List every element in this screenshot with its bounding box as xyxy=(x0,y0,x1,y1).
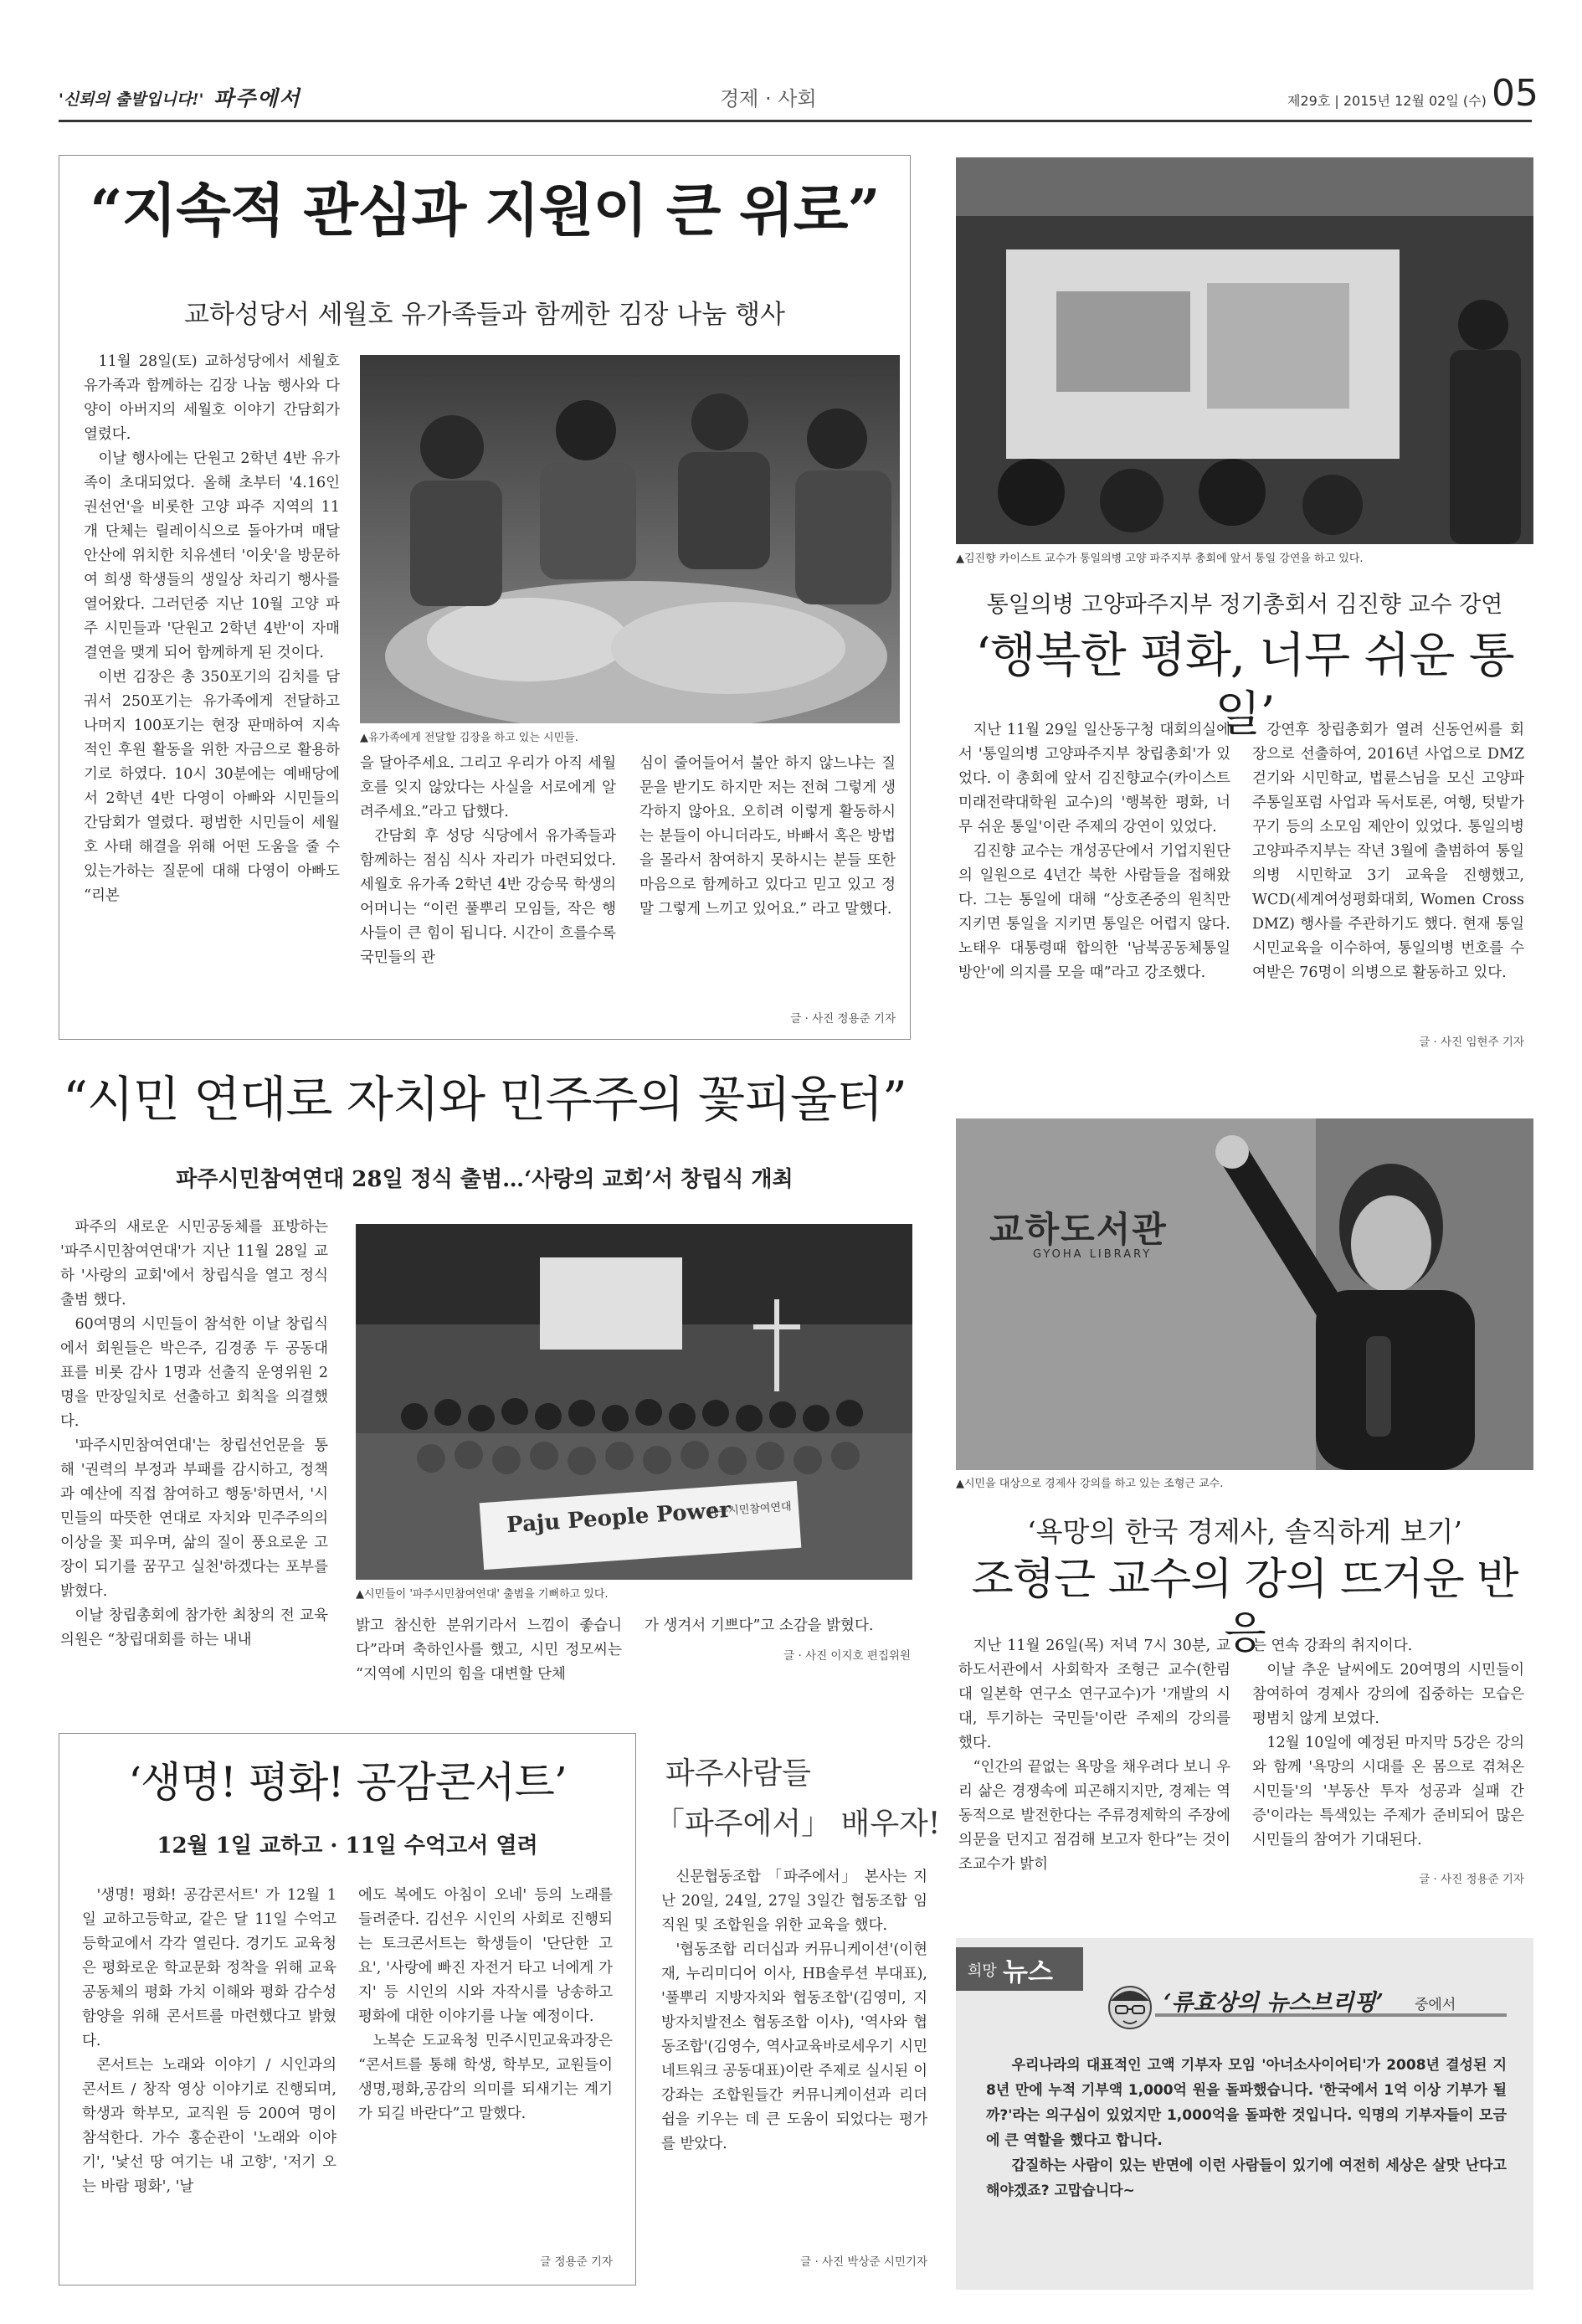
paragraph: 을 달아주세요. 그리고 우리가 아직 세월호를 잊지 않았다는 사실을 서로에게 알려주세요.”라고 답했다. xyxy=(360,755,616,820)
paragraph: 이번 김장은 총 350포기의 김치를 담궈서 250포기는 유가족에게 전달하고 나머지 100포기는 현장 판매하여 지속적인 후원 활동을 위한 자금으로 활용하기로 하였다. 10시 30분에는 예배당에서 2학년 4반 다영이 아빠와 시민들의 간담회가 열렸다. 평범한 시민들이 세월호 사태 해결을 위해 어떤 도움을 줄 수 있는가하는 질문에 대해 다영이 아빠도 “리본 xyxy=(84,669,340,904)
article-kimjang-col3 xyxy=(639,752,896,922)
economics-photo-illustration xyxy=(956,1118,1533,1470)
issue-info: 제29호 | 2015년 12월 02일 (수) xyxy=(1287,93,1487,109)
photo-civic-launch xyxy=(356,1224,912,1580)
paragraph: 이날 행사에는 단원고 2학년 4반 유가족이 초대되었다. 올해 초부터 '4.16인권선언'을 비롯한 고양 파주 지역의 11개 단체는 릴레이식으로 돌아가며 매달 안산에 위치한 치유센터 '이웃'을 방문하여 희생 학생들의 생일상 차리기 행사를 열어왔다. 그러던중 지난 10월 고양 파주 시민들과 '단원고 2학년 4반'이 자매결연을 맺게 되어 함께하게 된 것이다. xyxy=(84,450,340,661)
article-economics-col1 xyxy=(958,1634,1230,1877)
paragraph: 간담회 후 성당 식당에서 유가족들과 함께하는 점심 식사 자리가 마련되었다. 세월호 유가족 2학년 4반 강승묵 학생의 어머니는 “이런 풀뿌리 모임들, 작은 행사들이 큰 힘이 됩니다. 시간이 흐를수록 국민들의 관 xyxy=(360,828,616,966)
briefing-suffix: 중에서 xyxy=(1415,1997,1456,2013)
caricature-icon xyxy=(1101,1977,1159,2036)
article-concert-col1 xyxy=(82,1884,336,2199)
briefing-title: ‘류효상의 뉴스브리핑’ xyxy=(1163,1990,1384,2016)
paragraph: '파주시민참여연대'는 창립선언문을 통해 '권력의 부정과 부패를 감시하고, 정책과 예산에 직접 참여하고 행동'하면서, '시민들의 따뜻한 연대로 자치와 민주주의의 이상을 꽃 피우며, 삶의 질이 풍요로운 고장이 되기를 꿈꾸고 실천'하겠다는 포부를 밝혔다. xyxy=(60,1437,328,1600)
library-wall-sign-en: GYOHA LIBRARY xyxy=(1033,1248,1153,1261)
paragraph: 11월 28일(토) 교하성당에서 세월호 유가족과 함께하는 김장 나눔 행사와 다양이 아버지의 세월호 이야기 간담회가 열렸다. xyxy=(84,353,340,443)
article-kimjang-col1 xyxy=(84,350,340,908)
paragraph: 파주의 새로운 시민공동체를 표방하는 '파주시민참여연대'가 지난 11월 28일 교하 '사랑의 교회'에서 창립식을 열고 정식출범 했다. xyxy=(60,1219,328,1309)
article-coop-body xyxy=(661,1865,927,2157)
civic-banner-text: Paju People Power xyxy=(506,1497,732,1539)
photo-kimjang-caption: ▲유가족에게 전달할 김장을 하고 있는 시민들. xyxy=(360,732,578,744)
paragraph: 60여명의 시민들이 참석한 이날 창립식에서 회원들은 박은주, 김경종 두 공동대표를 비롯 감사 1명과 선출직 운영위원 2명을 만장일치로 선출하고 회칙을 의결했다. xyxy=(60,1316,328,1430)
masthead xyxy=(59,72,1538,116)
paragraph: 강연후 창립총회가 열려 신동언씨를 회장으로 선출하여, 2016년 사업으로 DMZ걷기와 시민학교, 법륜스님을 모신 고양파주통일포럼 사업과 독서토론, 여행, 텃밭가꾸기 등의 소모임 제안이 있었다. 통일의병 고양파주지부는 작년 3월에 출범하여 통일의병 시민학교 3기 교육을 진행했고, WCD(세계여성평화대회, Women Cross DMZ) 행사를 주관하기도 했다. 현재 통일시민교육을 이수하여, 통일의병 번호를 수여받은 76명이 의병으로 활동하고 있다. xyxy=(1252,722,1524,981)
paragraph: 심이 줄어들어서 불안 하지 않느냐는 질문을 받기도 하지만 저는 전혀 그렇게 생각하지 않아요. 오히려 이렇게 활동하시는 분들이 아니더라도, 바빠서 혹은 방법을 몰라서 참여하지 못하시는 분들 또한 마음으로 함께하고 있다고 믿고 있고 정말 그렇게 느끼고 있어요.” 라고 말했다. xyxy=(639,755,896,918)
article-civic-title: “시민 연대로 자치와 민주주의 꽃피울터” xyxy=(63,1071,907,1128)
hope-news-body xyxy=(986,2053,1507,2203)
paragraph: 이날 창립총회에 참가한 최창의 전 교육의원은 “창립대회를 하는 내내 xyxy=(60,1607,328,1648)
article-concert-col2 xyxy=(358,1884,613,2126)
paragraph: '협동조합 리더십과 커뮤니케이션'(이현재, 누리미디어 이사, HB솔루션 부대표), '풀뿌리 지방자치와 협동조합'(김영미, 지방자치발전소 협동조합 이사), '역사와 협동조합'(김영수, 역사교육바로세우기 시민네트워크 공동대표)이란 주제로 실시된 이 강좌는 조합원들간 커뮤니케이션과 리더쉽을 키우는 데 큰 도움이 되었다는 평가를 받았다. xyxy=(661,1941,927,2152)
hope-news-tag xyxy=(956,1947,1083,1991)
paragraph: 콘서트는 노래와 이야기 / 시인과의 콘서트 / 창작 영상 이야기로 진행되며, 학생과 학부모, 교직원 등 200여 명이 참석한다. 가수 홍순관이 '노래와 이야기', '낯선 땅 여기는 내 고향', '저기 오는 바람 평화', '날 xyxy=(82,2057,336,2195)
article-economics-subtitle: ‘욕망의 한국 경제사, 솔직하게 보기’ xyxy=(1027,1515,1462,1548)
article-coop-credit: 글 · 사진 박상준 시민기자 xyxy=(800,2255,927,2269)
paragraph: 는 연속 강좌의 취지이다. xyxy=(1252,1638,1413,1654)
article-civic-col1 xyxy=(60,1216,328,1653)
paragraph: 신문협동조합 「파주에서」 본사는 지난 20일, 24일, 27일 3일간 협동조합 임직원 및 조합원을 위한 교육을 했다. xyxy=(661,1869,927,1934)
paragraph: 밝고 참신한 분위기라서 느낌이 좋습니다”라며 축하인사를 했고, 시민 정모씨는 “지역에 시민의 힘을 대변할 단체 xyxy=(356,1617,622,1683)
paragraph: 지난 11월 26일(목) 저녁 7시 30분, 교하도서관에서 사회학자 조형근 교수(한림대 일본학 연구소 연구교수)가 '개발의 시대, 투기하는 국민들'이란 주제의 강의를 했다. xyxy=(958,1638,1230,1751)
article-concert-subtitle: 12월 1일 교하고 · 11일 수억고서 열려 xyxy=(157,1833,538,1859)
hope-news-tag-small: 희망 xyxy=(968,1962,997,1980)
photo-kimjang xyxy=(360,355,900,723)
kimjang-photo-illustration xyxy=(360,355,900,723)
paragraph: 노복순 도교육청 민주시민교육과장은 “콘서트를 통해 학생, 학부모, 교원들이 생명,평화,공감의 의미를 되새기는 계기가 되길 바란다”고 말했다. xyxy=(358,2033,613,2122)
library-wall-sign: 교하도서관 xyxy=(989,1209,1168,1250)
article-coop-title-line1: 파주사람들 xyxy=(665,1756,811,1791)
photo-unification-caption: ▲김진향 카이스트 교수가 통일의병 고양 파주지부 총회에 앞서 통일 강연을 하고 있다. xyxy=(956,553,1364,565)
article-economics-col2 xyxy=(1252,1634,1524,1853)
paragraph: 12월 10일에 예정된 마지막 5강은 강의와 함께 '욕망의 시대를 온 몸으로 겪쳐온 시민들'의 '부동산 투자 성공과 실패 간증'이라는 특색있는 주제가 준비되어 많은 시민들의 참여가 기대된다. xyxy=(1252,1735,1524,1848)
photo-civic-caption: ▲시민들이 '파주시민참여연대' 출범을 기뻐하고 있다. xyxy=(356,1588,609,1601)
article-economics-credit: 글 · 사진 정용준 기자 xyxy=(1419,1873,1524,1886)
paragraph: “인간의 끝없는 욕망을 채우려다 보니 우리 삶은 경쟁속에 피곤해지지만, 경제는 역동적으로 발전한다는 주류경제학의 주장에 의문을 던지고 점검해 보고자 한다”는 것이 조교수가 밝히 xyxy=(958,1759,1230,1873)
article-concert-title: ‘생명! 평화! 공감콘서트’ xyxy=(128,1758,567,1807)
article-civic-credit: 글 · 사진 이지호 편집위원 xyxy=(783,1649,911,1663)
civic-banner-small: 파주시민참여연대 xyxy=(706,1500,793,1519)
page-number: 05 xyxy=(1492,72,1538,115)
article-civic-subtitle: 파주시민참여연대 28일 정식 출범…‘사랑의 교회’서 창립식 개최 xyxy=(176,1167,794,1192)
article-unification-credit: 글 · 사진 임현주 기자 xyxy=(1419,1036,1524,1049)
hope-news-tag-big: 뉴스 xyxy=(1003,1957,1053,1987)
article-civic-col3 xyxy=(645,1614,911,1638)
article-economics-title: 조형근 교수의 강의 뜨거운 반응 xyxy=(971,1555,1518,1658)
article-kimjang-title: “지속적 관심과 지원이 큰 위로” xyxy=(90,177,880,244)
article-coop-title-line2: 「파주에서」 배우자! xyxy=(655,1807,941,1841)
photo-unification-lecture xyxy=(956,157,1533,544)
article-concert-credit: 글 정용준 기자 xyxy=(540,2255,613,2269)
paragraph: 김진향 교수는 개성공단에서 기업지원단의 일원으로 4년간 북한 사람들을 접해왔다. 그는 통일에 대해 “상호존중의 원칙만 지키면 통일을 지키면 통일은 어렵지 않다. 노태우 대통령때 합의한 '남북공동체통일방안'에 의지를 모을 때”라고 강조했다. xyxy=(958,843,1230,981)
paragraph: 가 생겨서 기쁘다”고 소감을 밝혔다. xyxy=(645,1617,874,1634)
paragraph: 우리나라의 대표적인 고액 기부자 모임 '아너소사이어티'가 2008년 결성된 지 8년 만에 누적 기부액 1,000억 원을 돌파했습니다. '한국에서 1억 이상 기부가 될까?'라는 의구심이 있었지만 1,000억을 돌파한 것입니다. 익명의 기부자들이 모금에 큰 역할을 했다고 합니다. xyxy=(986,2057,1507,2149)
paragraph: 에도 복에도 아침이 오네' 등의 노래를 들려준다. 김선우 시인의 사회로 진행되는 토크콘서트는 학생들이 '단단한 고요', '사랑에 빠진 자전거 타고 너에게 가지' 등 시인의 시와 자작시를 낭송하고 평화에 대한 이야기를 나눌 예정이다. xyxy=(358,1887,613,2025)
photo-economics-lecture xyxy=(956,1118,1533,1470)
article-unification-col1 xyxy=(958,718,1230,985)
masthead-logo: 파주에서 xyxy=(213,86,301,111)
article-kimjang-credit: 글 · 사진 정용준 기자 xyxy=(790,1012,896,1026)
paragraph: '생명! 평화! 공감콘서트' 가 12월 1일 교하고등학교, 같은 달 11일 수억고등학교에서 각각 열린다. 경기도 교육청은 평화로운 학교문화 정착을 위해 교육공동체의 평화 가치 이해와 평화 감수성 함양을 위해 콘서트를 마련했다고 밝혔다. xyxy=(82,1887,336,2049)
paragraph: 지난 11월 29일 일산동구청 대회의실에서 '통일의병 고양파주지부 창립총회'가 있었다. 이 총회에 앞서 김진향교수(카이스트 미래전략대학원 교수)의 '행복한 평화, 너무 쉬운 통일'이란 주제의 강연이 있었다. xyxy=(958,722,1230,836)
photo-economics-caption: ▲시민을 대상으로 경제사 강의를 하고 있는 조형근 교수. xyxy=(956,1478,1224,1490)
article-unification-title: ‘행복한 평화, 너무 쉬운 통일’ xyxy=(975,628,1514,742)
article-kimjang-subtitle: 교하성당서 세월호 유가족들과 함께한 김장 나눔 행사 xyxy=(184,300,785,330)
article-civic-col2 xyxy=(356,1614,622,1687)
masthead-slogan: '신뢰의 출발입니다!' xyxy=(59,90,204,109)
article-kimjang-col2 xyxy=(360,752,616,970)
paragraph: 갑질하는 사람이 있는 반면에 이런 사람들이 있기에 여전히 세상은 살맛 난다고 해야겠죠? 고맙습니다~ xyxy=(986,2157,1507,2199)
lecture-photo-illustration xyxy=(956,157,1533,544)
article-unification-subtitle: 통일의병 고양파주지부 정기총회서 김진향 교수 강연 xyxy=(986,592,1503,618)
article-unification-col2 xyxy=(1252,718,1524,985)
paragraph: 이날 추운 날씨에도 20여명의 시민들이 참여하여 경제사 강의에 집중하는 모습은 평범치 않게 보였다. xyxy=(1252,1662,1524,1727)
header-rule xyxy=(59,120,1532,122)
section-title: 경제 · 사회 xyxy=(720,87,817,111)
